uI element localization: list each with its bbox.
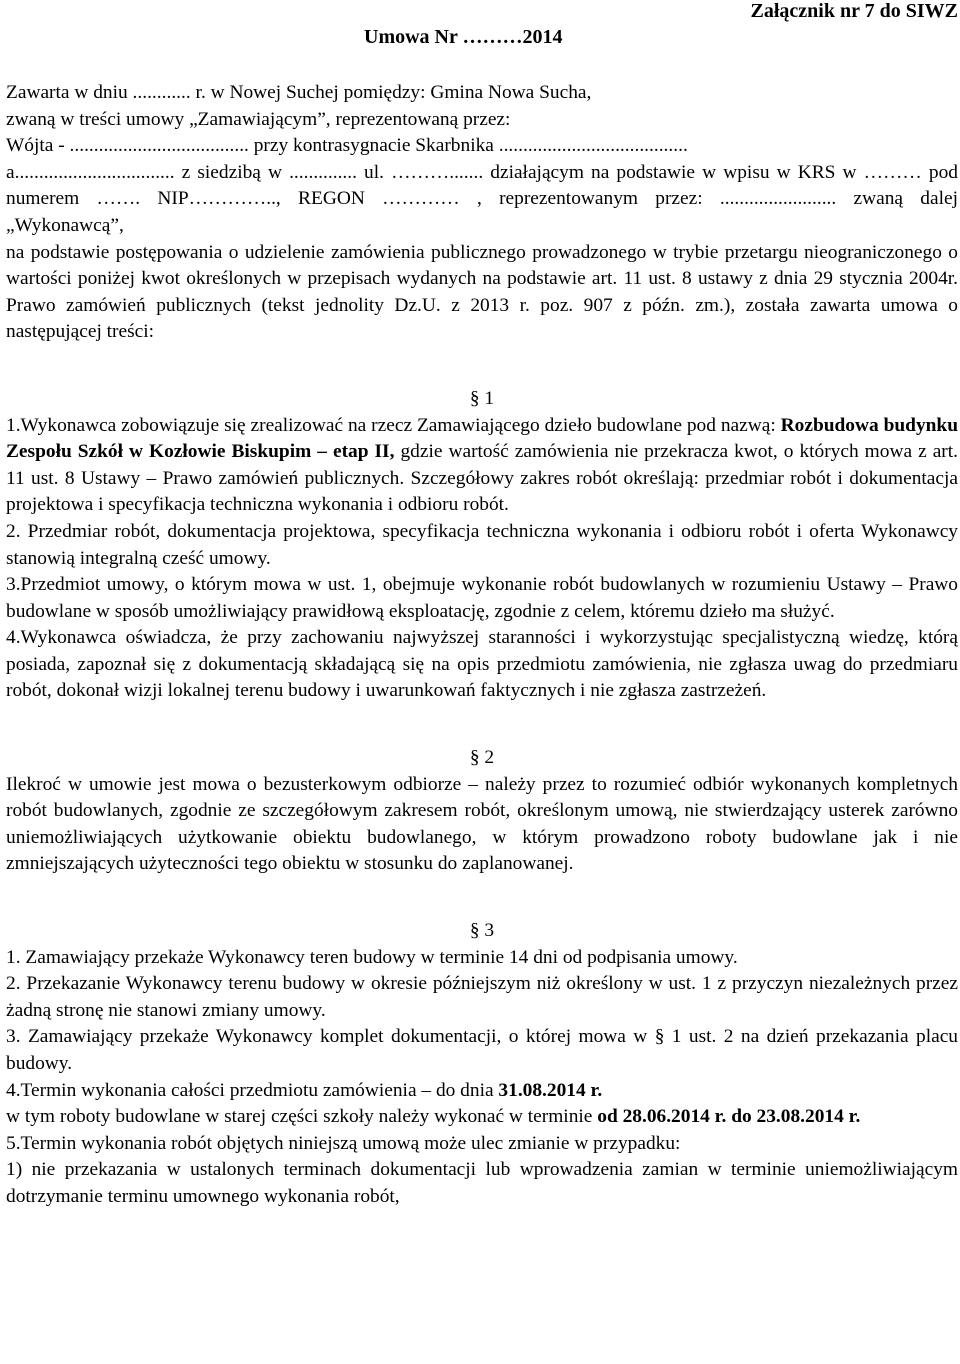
attachment-label: Załącznik nr 7 do SIWZ [750,0,958,22]
works-date-range: od 28.06.2014 r. do 23.08.2014 r. [597,1106,861,1128]
intro-line-1: Zawarta w dniu ............ r. w Nowej Suchej pomiędzy: Gmina Nowa Sucha, [6,82,592,103]
intro-contractor-name: „Wykonawcą”, [6,214,124,236]
section-1-para-4: 4.Wykonawca oświadcza, że przy zachowaniu najwyższej staranności i wykorzystując specjalistyczną wiedzę, którą posiada, zapoznał się z dokumentacją składającą się na opis przedmiotu zamówienia, nie zgłasza uwag do przedmiaru robót, dokonał wizji lokalnej terenu budowy i uwarunkowań faktycznych i nie zgłasza zastrzeżeń. [6,627,958,702]
section-3-para-1: 1. Zamawiający przekaże Wykonawcy teren budowy w terminie 14 dni od podpisania umowy. [6,946,738,968]
section-3-para-7: 1) nie przekazania w ustalonych terminach dokumentacji lub wprowadzenia zamian w terminie uniemożliwiającym dotrzymanie terminu umownego wykonania robót, [6,1159,958,1207]
section-3-para-6: 5.Termin wykonania robót objętych niniejszą umową może ulec zmianie w przypadku: [6,1132,681,1154]
contract-title: Umowa Nr ………2014 [364,26,563,48]
project-name: Rozbudowa budynku Zespołu Szkół w Kozłowie Biskupim – etap II, [6,414,958,463]
section-3-para-5: w tym roboty budowlane w starej części szkoły należy wykonać w terminie od 28.06.2014 r. do 23.08.2014 r. [6,1106,861,1128]
section-1-para-2: 2. Przedmiar robót, dokumentacja projektowa, specyfikacja techniczna wykonania i odbioru robót i oferta Wykonawcy stanowią integralną cześć umowy. [6,520,958,569]
intro-line-2: zwaną w treści umowy „Zamawiającym”, reprezentowaną przez: [6,108,511,130]
intro-legal-basis: na podstawie postępowania o udzielenie zamówienia publicznego prowadzonego w trybie przetargu nieograniczonego o wartości poniżej kwot określonych w przepisach wydanych na podstawie art. 11 ust. 8 ustawy z dnia 29 stycznia 2004r. Prawo zamówień publicznych (tekst jednolity Dz.U. z 2013 r. poz. 907 z późn. zm.), została zawarta umowa o następującej treści: [6,241,958,343]
completion-date: 31.08.2014 r. [498,1079,603,1101]
intro-line-3: Wójta - ..................................... przy kontrasygnacie Skarbnika ....................................... [6,135,688,157]
section-3-para-2: 2. Przekazanie Wykonawcy terenu budowy w okresie późniejszym niż określony w ust. 1 z przyczyn niezależnych przez żadną stronę nie stanowi zmiany umowy. [6,973,958,1021]
section-3-para-4: 4.Termin wykonania całości przedmiotu zamówienia – do dnia 31.08.2014 r. [6,1079,603,1101]
section-1-heading: § 1 [469,387,495,409]
section-3-para-3: 3. Zamawiający przekaże Wykonawcy komplet dokumentacji, o której mowa w § 1 ust. 2 na dzień przekazania placu budowy. [6,1026,958,1074]
contract-intro [6,80,958,346]
section-2-para-1: Ilekroć w umowie jest mowa o bezusterkowym odbiorze – należy przez to rozumieć odbiór wykonanych kompletnych robót budowlanych, zgodnie ze szczegółowym zakresem robót, określonym umową, nie stwierdzający usterek zarówno uniemożliwiających użytkowanie obiektu budowlanego, w którym prowadzono roboty budowlane jak i nie zmniejszających użyteczności tego obiektu w stosunku do zaplanowanej. [6,773,958,875]
section-1-para-3: 3.Przedmiot umowy, o którym mowa w ust. 1, obejmuje wykonanie robót budowlanych w rozumieniu Ustawy – Prawo budowlane w sposób umożliwiający prawidłową eksploatację, zgodnie z celem, któremu dzieło ma służyć. [6,574,958,622]
section-3-heading: § 3 [469,920,495,942]
document-page [6,0,958,1211]
section-1-para-1: 1.Wykonawca zobowiązuje się zrealizować na rzecz Zamawiającego dzieło budowlane pod nazwą: Rozbudowa budynku Zespołu Szkół w Kozłowie Biskupim – etap II, gdzie wartość zamówienia nie przekracza kwot, o których mowa z art. 11 ust. 8 Ustawy – Prawo zamówień publicznych. Szczegółowy zakres robót określają: przedmiar robót i dokumentacja projektowa i specyfikacja techniczna wykonania i odbioru robót. [6,414,958,516]
section-2-heading: § 2 [469,747,495,769]
intro-contractor: a................................. z siedzibą w .............. ul. ………....... działającym na podstawie w wpisu w KRS w ……… pod numerem ……. NIP………….., REGON ………… , reprezentowanym przez: ........................ zwaną dalej [6,161,958,210]
document-header [6,0,958,58]
